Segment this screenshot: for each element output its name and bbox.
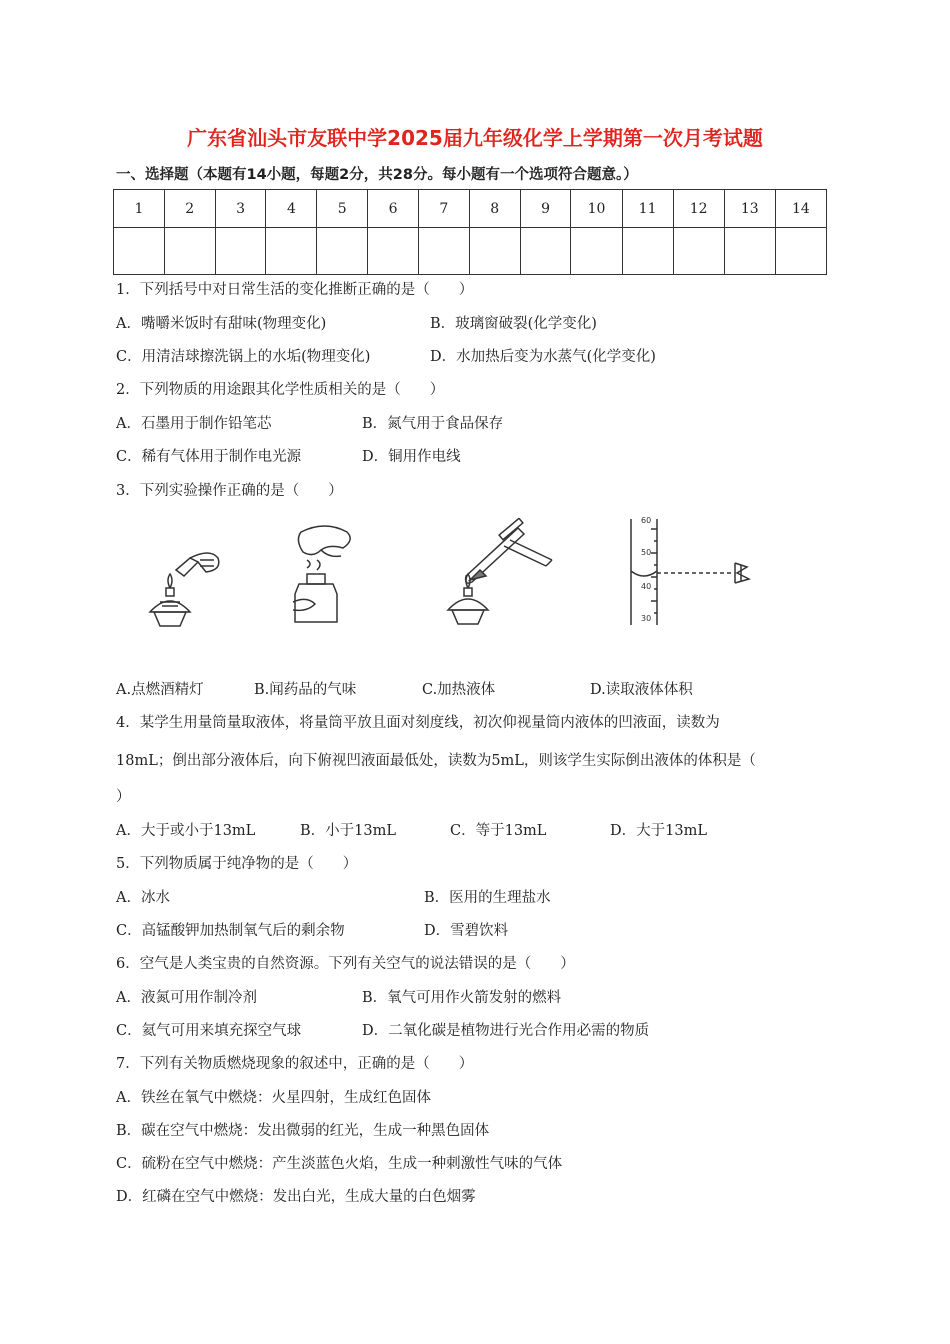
- q3-option-b: B.闻药品的气味: [254, 682, 357, 698]
- q4-option-a: A．大于或小于13mL: [116, 823, 256, 839]
- answer-table: [113, 189, 827, 275]
- page-title: 广东省汕头市友联中学2025届九年级化学上学期第一次月考试题: [187, 126, 763, 150]
- answer-cell[interactable]: [317, 228, 368, 275]
- cylinder-tick-label: 30: [641, 614, 652, 623]
- q6-option-d: D．二氧化碳是植物进行光合作用必需的物质: [362, 1023, 650, 1039]
- answer-cell[interactable]: [673, 228, 724, 275]
- answer-number: 4: [266, 190, 317, 228]
- q2-option-b: B．氮气用于食品保存: [362, 416, 504, 432]
- answer-number: 7: [418, 190, 469, 228]
- q1-option-d: D．水加热后变为水蒸气(化学变化): [430, 349, 656, 365]
- answer-cell[interactable]: [368, 228, 419, 275]
- q7-option-a: A．铁丝在氧气中燃烧：火星四射，生成红色固体: [116, 1090, 431, 1106]
- q1-option-c: C．用清洁球擦洗锅上的水垢(物理变化): [116, 349, 371, 365]
- q4-option-b: B．小于13mL: [300, 823, 396, 839]
- answer-number: 5: [317, 190, 368, 228]
- smelling-figure: [285, 518, 370, 630]
- answer-number: 10: [571, 190, 622, 228]
- answer-cell[interactable]: [215, 228, 266, 275]
- answer-cell[interactable]: [622, 228, 673, 275]
- answer-cell[interactable]: [418, 228, 469, 275]
- q1-option-a: A．嘴嚼米饭时有甜味(物理变化): [116, 316, 327, 332]
- section-heading: 一、选择题（本题有14小题，每题2分，共28分。每小题有一个选项符合题意。）: [116, 167, 638, 183]
- heating-liquid-figure: [440, 518, 570, 630]
- answer-cell[interactable]: [266, 228, 317, 275]
- answer-cell[interactable]: [775, 228, 826, 275]
- q6-option-b: B．氧气可用作火箭发射的燃料: [362, 990, 562, 1006]
- q4-stem-line2: 18mL；倒出部分液体后，向下俯视凹液面最低处，读数为5mL，则该学生实际倒出液体的体积是（: [116, 753, 756, 769]
- q7-stem: 7．下列有关物质燃烧现象的叙述中，正确的是（ ）: [116, 1056, 474, 1072]
- lamp-lighting-figure: [140, 540, 240, 630]
- answer-number: 6: [368, 190, 419, 228]
- answer-number: 11: [622, 190, 673, 228]
- q2-option-a: A．石墨用于制作铅笔芯: [116, 416, 272, 432]
- q7-option-c: C．硫粉在空气中燃烧：产生淡蓝色火焰，生成一种刺激性气味的气体: [116, 1156, 563, 1172]
- answer-cell[interactable]: [469, 228, 520, 275]
- answer-number: 2: [164, 190, 215, 228]
- q3-option-d: D.读取液体体积: [590, 682, 693, 698]
- q3-stem: 3．下列实验操作正确的是（ ）: [116, 483, 343, 499]
- answer-cell[interactable]: [520, 228, 571, 275]
- q5-option-d: D．雪碧饮料: [424, 923, 509, 939]
- answer-cell[interactable]: [571, 228, 622, 275]
- graduated-cylinder-figure: [625, 515, 760, 630]
- q4-stem-line1: 4．某学生用量筒量取液体，将量筒平放且面对刻度线，初次仰视量筒内液体的凹液面，读数为: [116, 715, 720, 731]
- q6-stem: 6．空气是人类宝贵的自然资源。下列有关空气的说法错误的是（ ）: [116, 956, 575, 972]
- cylinder-tick-label: 40: [641, 582, 652, 591]
- answer-number: 14: [775, 190, 826, 228]
- answer-table-header-row: [114, 190, 827, 228]
- q1-stem: 1．下列括号中对日常生活的变化推断正确的是（ ）: [116, 282, 474, 298]
- answer-cell[interactable]: [724, 228, 775, 275]
- q4-option-c: C．等于13mL: [450, 823, 547, 839]
- cylinder-tick-label: 50: [641, 548, 652, 557]
- answer-number: 9: [520, 190, 571, 228]
- q2-stem: 2．下列物质的用途跟其化学性质相关的是（ ）: [116, 382, 445, 398]
- q3-option-a: A.点燃酒精灯: [116, 682, 204, 698]
- q4-stem-line3: ）: [116, 789, 131, 805]
- q6-option-a: A．液氮可用作制冷剂: [116, 990, 257, 1006]
- answer-number: 13: [724, 190, 775, 228]
- q5-option-a: A．冰水: [116, 890, 170, 906]
- q4-option-d: D．大于13mL: [610, 823, 707, 839]
- cylinder-tick-label: 60: [641, 516, 652, 525]
- answer-cell[interactable]: [164, 228, 215, 275]
- answer-number: 3: [215, 190, 266, 228]
- q3-option-c: C.加热液体: [422, 682, 496, 698]
- q6-option-c: C．氦气可用来填充探空气球: [116, 1023, 302, 1039]
- q5-stem: 5．下列物质属于纯净物的是（ ）: [116, 856, 358, 872]
- q7-option-d: D．红磷在空气中燃烧：发出白光，生成大量的白色烟雾: [116, 1189, 476, 1205]
- answer-number: 12: [673, 190, 724, 228]
- answer-table-input-row: [114, 228, 827, 275]
- q2-option-d: D．铜用作电线: [362, 449, 461, 465]
- q5-option-b: B．医用的生理盐水: [424, 890, 551, 906]
- q1-option-b: B．玻璃窗破裂(化学变化): [430, 316, 597, 332]
- q7-option-b: B．碳在空气中燃烧：发出微弱的红光，生成一种黑色固体: [116, 1123, 490, 1139]
- answer-number: 1: [114, 190, 165, 228]
- answer-cell[interactable]: [114, 228, 165, 275]
- answer-number: 8: [469, 190, 520, 228]
- q2-option-c: C．稀有气体用于制作电光源: [116, 449, 302, 465]
- q5-option-c: C．高锰酸钾加热制氧气后的剩余物: [116, 923, 345, 939]
